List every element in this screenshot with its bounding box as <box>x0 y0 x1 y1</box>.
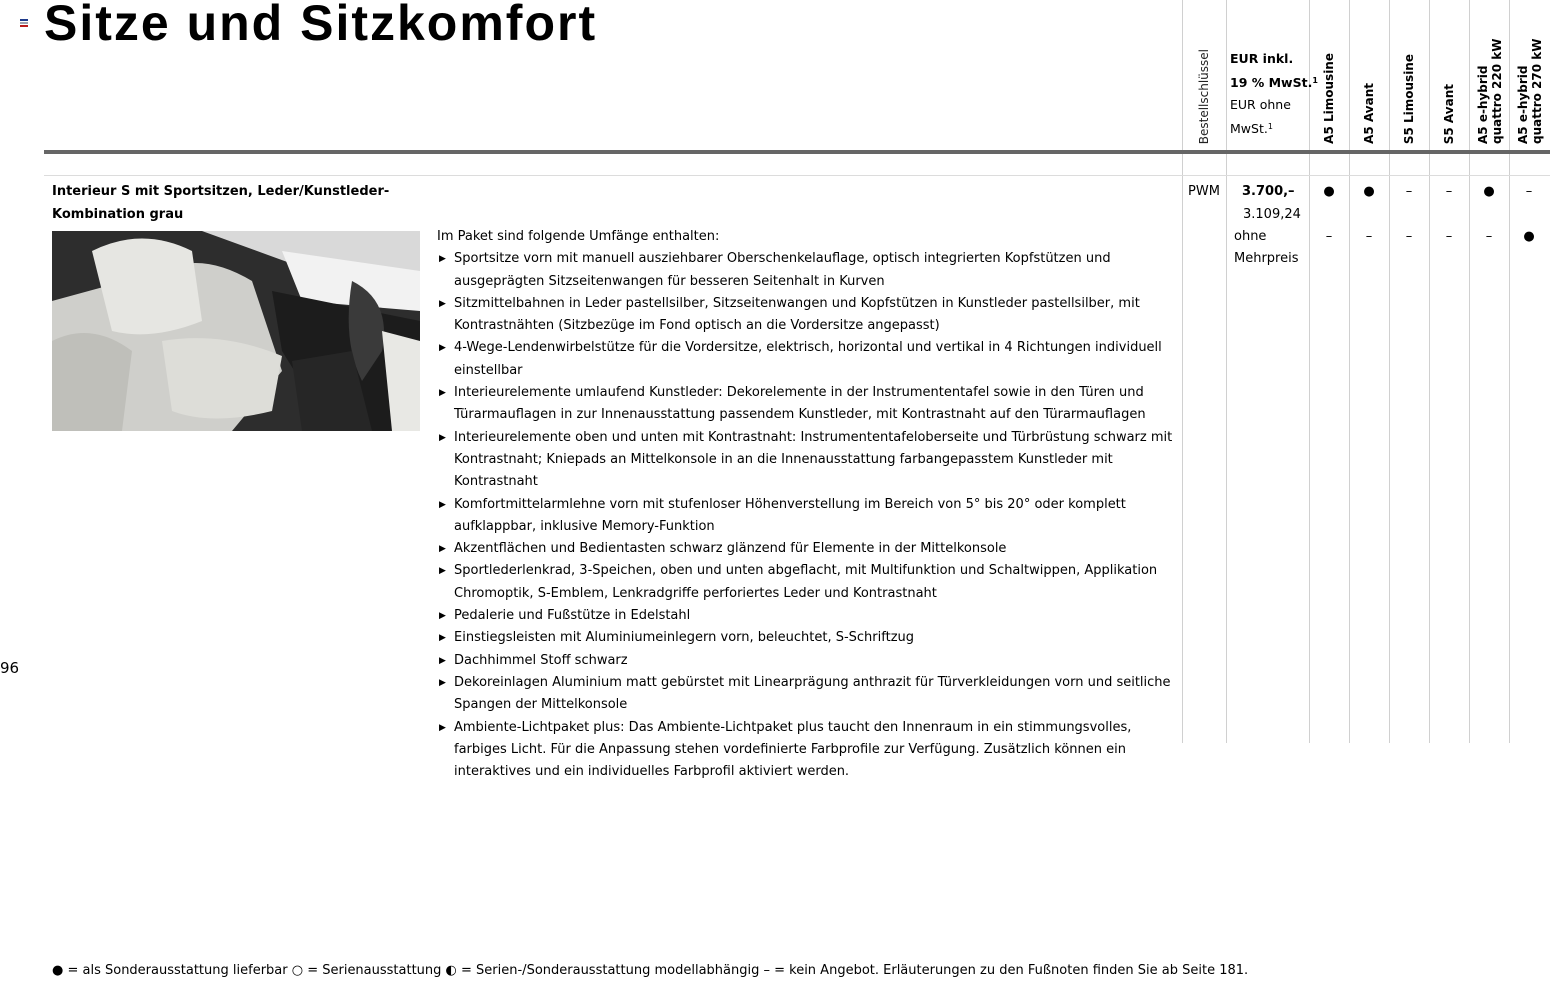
header-order-key: Bestellschlüssel <box>1197 48 1211 144</box>
availability-mark: – <box>1405 184 1413 199</box>
bullet-arrow-icon: ▶ <box>439 544 446 555</box>
legend: ● = als Sonderausstattung lieferbar ○ = Serienausstattung ◐ = Serien-/Sonderausstattung modellabhängig – = kein Angebot. Erläuterungen zu den Fußnoten finden Sie ab Seite 181. <box>52 963 1249 978</box>
availability-mark: – <box>1325 229 1333 244</box>
flag-icon <box>20 19 28 28</box>
header-model-s5-avant: S5 Avant <box>1442 83 1456 144</box>
availability-mark: – <box>1525 184 1533 199</box>
list-item: ▶ Sportlederlenkrad, 3-Speichen, oben und unten abgeflacht, mit Multifunktion und Schaltwippen, Applikation Chromoptik, S-Emblem, Lenkradgriffe perforiertes Leder und Kontrastnaht <box>437 560 1182 605</box>
list-item: ▶ Sportsitze vorn mit manuell ausziehbarer Oberschenkelauflage, optisch integrierten Kopfstützen und ausgeprägten Sitzseitenwangen für besseren Seitenhalt in Kurven <box>437 248 1182 293</box>
order-code: PWM <box>1188 184 1220 199</box>
column-divider <box>1349 0 1350 743</box>
flag-stripe-3 <box>20 25 28 27</box>
bullet-arrow-icon: ▶ <box>439 298 446 309</box>
flag-stripe-1 <box>20 19 28 21</box>
bullet-arrow-icon: ▶ <box>439 499 446 510</box>
list-item: ▶ Ambiente-Lichtpaket plus: Das Ambiente-Lichtpaket plus taucht den Innenraum in ein stimmungsvolles, farbiges Licht. Für die Anpassung stehen vordefinierte Farbprofile zur Verfügung. Zusätzlich können ein interaktives und ein individuelles Farbprofil aktiviert werden. <box>437 717 1182 784</box>
list-item: ▶ Interieurelemente umlaufend Kunstleder: Dekorelemente in der Instrumententafel sowie in den Türen und Türarmauflagen in zur Innenausstattung passendem Kunstleder, mit Kontrastnaht auf den Türarmauflagen <box>437 382 1182 427</box>
availability-mark: ● <box>1483 184 1495 199</box>
list-item: ▶ Interieurelemente oben und unten mit Kontrastnaht: Instrumententafeloberseite und Türbrüstung schwarz mit Kontrastnaht; Kniepads an Mittelkonsole in an die Innenausstattung farbangepasstem Kunstleder mit Kontrastnaht <box>437 427 1182 494</box>
bullet-arrow-icon: ▶ <box>439 566 446 577</box>
bullet-arrow-icon: ▶ <box>439 432 446 443</box>
availability-mark: – <box>1405 229 1413 244</box>
bullet-arrow-icon: ▶ <box>439 343 446 354</box>
flag-stripe-2 <box>20 22 28 24</box>
list-item: ▶ Komfortmittelarmlehne vorn mit stufenloser Höhenverstellung im Bereich von 5° bis 20° oder komplett aufklappbar, inklusive Memory-Funktion <box>437 494 1182 539</box>
list-item: ▶ Einstiegsleisten mit Aluminiumeinlegern vorn, beleuchtet, S-Schriftzug <box>437 627 1182 649</box>
bullet-arrow-icon: ▶ <box>439 655 446 666</box>
row-rule <box>44 175 1550 176</box>
header-price <box>1230 48 1318 140</box>
column-divider <box>1509 0 1510 743</box>
page-title: Sitze und Sitzkomfort <box>44 0 598 51</box>
car-interior-illustration <box>52 231 420 431</box>
list-item: ▶ Sitzmittelbahnen in Leder pastellsilber, Sitzseitenwangen und Kopfstützen in Kunstleder pastellsilber, mit Kontrastnähten (Sitzbezüge im Fond optisch an die Vordersitze angepasst) <box>437 293 1182 338</box>
availability-mark: – <box>1445 229 1453 244</box>
list-item: ▶ Dachhimmel Stoff schwarz <box>437 650 1182 672</box>
availability-mark: – <box>1485 229 1493 244</box>
price-incl: 3.700,– <box>1242 184 1295 199</box>
header-price-incl-2: 19 % MwSt.$^1$ <box>1230 75 1318 90</box>
column-divider <box>1469 0 1470 743</box>
bullet-arrow-icon: ▶ <box>439 633 446 644</box>
bullet-arrow-icon: ▶ <box>439 388 446 399</box>
availability-mark: – <box>1365 229 1373 244</box>
list-item: ▶ 4-Wege-Lendenwirbelstütze für die Vordersitze, elektrisch, horizontal und vertikal in 4 Richtungen individuell einstellbar <box>437 337 1182 382</box>
header-model-s5-limousine: S5 Limousine <box>1402 53 1416 144</box>
header-price-excl-2: MwSt.$^1$ <box>1230 121 1273 136</box>
feature-list <box>437 248 1182 783</box>
bullet-arrow-icon: ▶ <box>439 254 446 265</box>
alt-price-2: Mehrpreis <box>1234 251 1299 266</box>
list-item: ▶ Dekoreinlagen Aluminium matt gebürstet mit Linearprägung anthrazit für Türverkleidungen vorn und seitliche Spangen der Mittelkonsole <box>437 672 1182 717</box>
header-rule <box>44 150 1550 154</box>
availability-mark: – <box>1445 184 1453 199</box>
availability-mark: ● <box>1523 229 1535 244</box>
bullet-arrow-icon: ▶ <box>439 722 446 733</box>
list-item: ▶ Pedalerie und Fußstütze in Edelstahl <box>437 605 1182 627</box>
description-intro: Im Paket sind folgende Umfänge enthalten: <box>437 229 720 244</box>
car-interior-photo <box>52 231 420 431</box>
item-description <box>437 226 1182 783</box>
availability-mark: ● <box>1323 184 1335 199</box>
header-price-excl-1: EUR ohne <box>1230 97 1291 112</box>
bullet-arrow-icon: ▶ <box>439 677 446 688</box>
price-excl: 3.109,24 <box>1243 207 1301 222</box>
alt-price-1: ohne <box>1234 229 1267 244</box>
list-item: ▶ Akzentflächen und Bedientasten schwarz glänzend für Elemente in der Mittelkonsole <box>437 538 1182 560</box>
column-divider <box>1182 0 1183 743</box>
column-divider <box>1226 0 1227 743</box>
availability-mark: ● <box>1363 184 1375 199</box>
column-divider <box>1389 0 1390 743</box>
header-model-a5-avant: A5 Avant <box>1362 83 1376 144</box>
column-divider <box>1429 0 1430 743</box>
item-title: Interieur S mit Sportsitzen, Leder/Kunstleder-Kombination grau <box>52 184 390 222</box>
header-model-a5-ehybrid-220: A5 e-hybrid quattro 220 kW <box>1476 38 1504 144</box>
page-number: 96 <box>0 659 20 677</box>
header-model-a5-limousine: A5 Limousine <box>1322 53 1336 144</box>
header-price-incl-1: EUR inkl. <box>1230 51 1294 66</box>
header-model-a5-ehybrid-270: A5 e-hybrid quattro 270 kW <box>1516 38 1544 144</box>
bullet-arrow-icon: ▶ <box>439 611 446 622</box>
